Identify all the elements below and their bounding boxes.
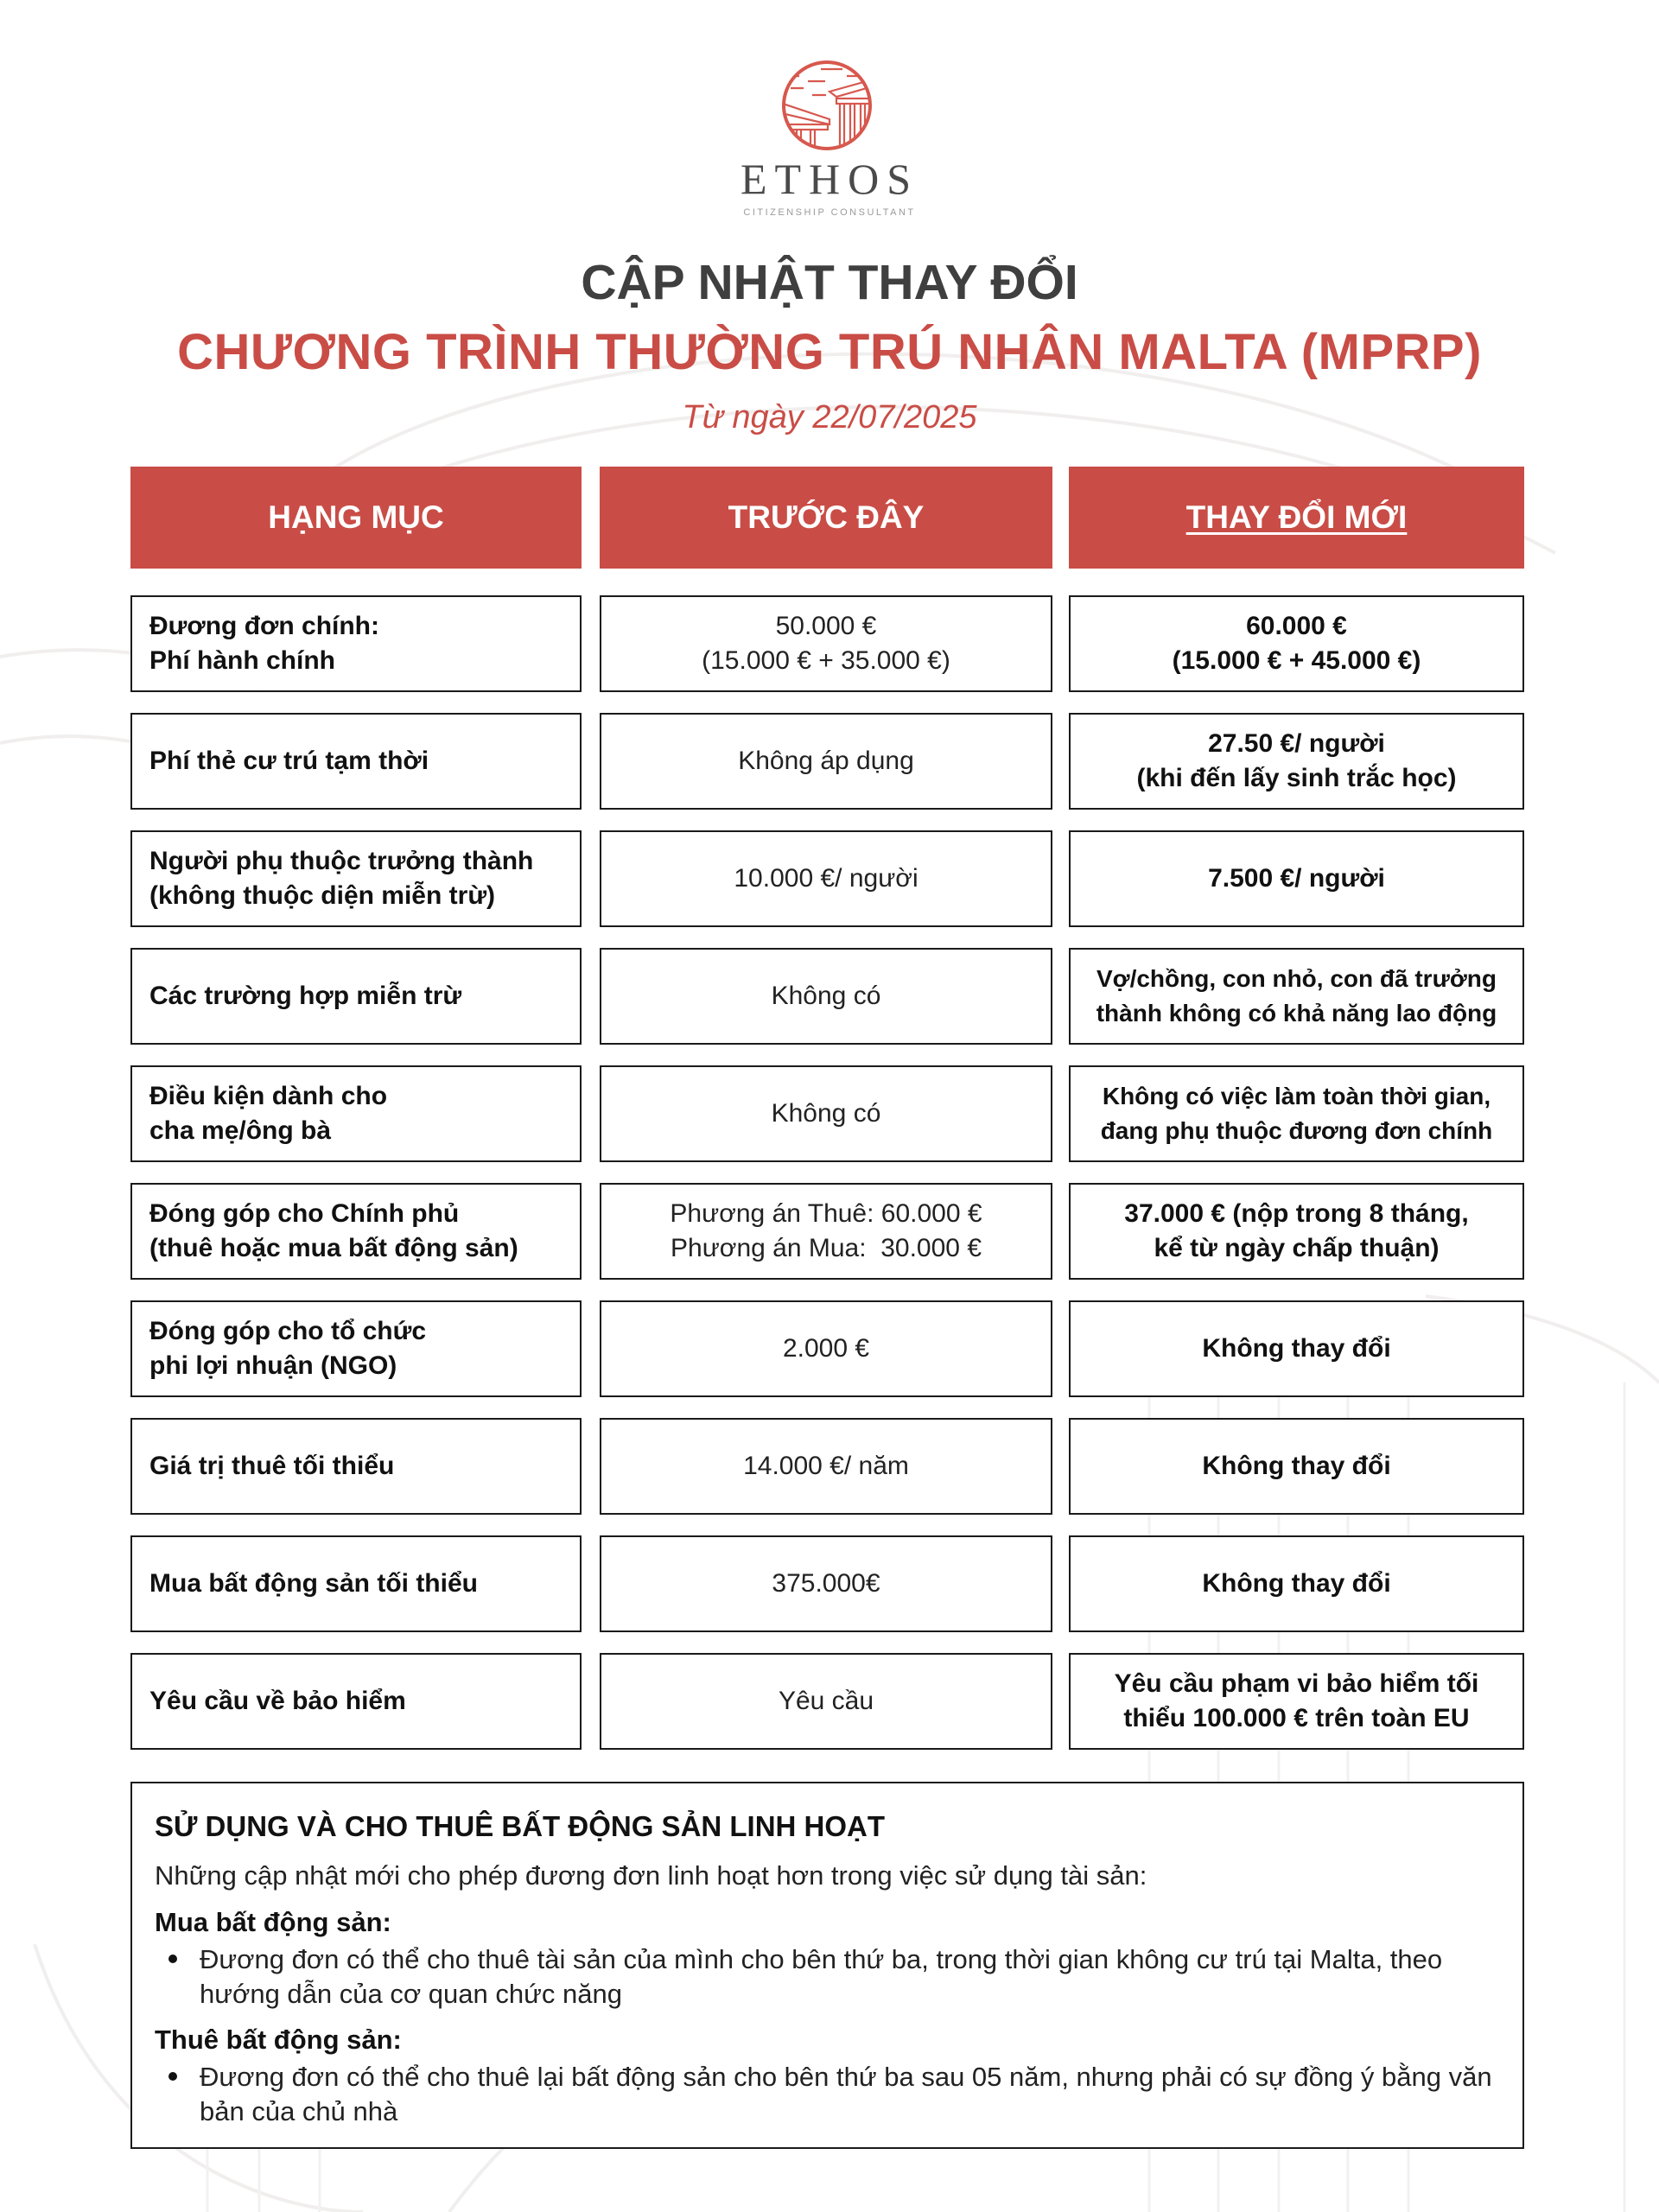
after-cell bbox=[1069, 830, 1524, 927]
category-text: Điều kiện dành cho cha mẹ/ông bà bbox=[149, 1082, 388, 1145]
before-text: Phương án Thuê: 60.000 € Phương án Mua: 30.000 € bbox=[670, 1199, 982, 1262]
category-cell bbox=[130, 830, 582, 927]
column-header-new bbox=[1069, 467, 1524, 569]
category-cell bbox=[130, 1535, 582, 1632]
category-cell bbox=[130, 713, 582, 810]
category-cell bbox=[130, 948, 582, 1045]
column-header-before bbox=[600, 467, 1052, 569]
category-text: Yêu cầu về bảo hiểm bbox=[149, 1687, 406, 1715]
flexible-property-note bbox=[130, 1782, 1524, 2149]
note-intro: Những cập nhật mới cho phép đương đơn linh hoạt hơn trong việc sử dụng tài sản: bbox=[155, 1860, 1147, 1891]
before-text: Không có bbox=[771, 1099, 881, 1128]
note-section-heading: Thuê bất động sản: bbox=[155, 2024, 402, 2055]
category-text: Mua bất động sản tối thiểu bbox=[149, 1569, 478, 1598]
before-cell bbox=[600, 713, 1052, 810]
brand-name: ETHOS bbox=[740, 155, 919, 203]
before-cell bbox=[600, 1065, 1052, 1162]
note-bullet-text: Đương đơn có thể cho thuê tài sản của mình cho bên thứ ba, trong thời gian không cư trú tại Malta, theo hướng dẫn của cơ quan chức năng bbox=[200, 1944, 1443, 2009]
after-text: Không thay đổi bbox=[1202, 1452, 1391, 1480]
note-section-heading: Mua bất động sản: bbox=[155, 1907, 391, 1937]
before-text: 375.000€ bbox=[772, 1569, 880, 1598]
note-bullet bbox=[200, 1942, 1500, 2012]
category-cell bbox=[130, 1300, 582, 1397]
before-cell bbox=[600, 595, 1052, 692]
after-cell bbox=[1069, 1065, 1524, 1162]
after-cell bbox=[1069, 1535, 1524, 1632]
bullet-icon bbox=[168, 1955, 177, 1963]
category-text: Đóng góp cho tổ chức phi lợi nhuận (NGO) bbox=[149, 1317, 427, 1380]
before-text: 2.000 € bbox=[782, 1334, 870, 1363]
before-cell bbox=[600, 1300, 1052, 1397]
note-bullet-text: Đương đơn có thể cho thuê lại bất động sản cho bên thứ ba sau 05 năm, nhưng phải có sự đồng ý bằng văn bản của chủ nhà bbox=[200, 2062, 1492, 2126]
before-text: Không áp dụng bbox=[738, 747, 914, 775]
after-text: Vợ/chồng, con nhỏ, con đã trưởng thành không có khả năng lao động bbox=[1096, 965, 1497, 1027]
after-text: 60.000 € (15.000 € + 45.000 €) bbox=[1172, 612, 1421, 675]
page-title: CẬP NHẬT THAY ĐỔI bbox=[581, 255, 1078, 310]
category-cell bbox=[130, 1653, 582, 1750]
note-title: SỬ DỤNG VÀ CHO THUÊ BẤT ĐỘNG SẢN LINH HOẠT bbox=[155, 1810, 886, 1842]
category-cell bbox=[130, 1418, 582, 1515]
before-text: Không có bbox=[771, 982, 881, 1010]
before-text: 10.000 €/ người bbox=[734, 864, 918, 893]
column-header-category bbox=[130, 467, 582, 569]
after-text: Yêu cầu phạm vi bảo hiểm tối thiểu 100.000 € trên toàn EU bbox=[1114, 1669, 1479, 1732]
note-bullet bbox=[200, 2060, 1500, 2129]
after-cell bbox=[1069, 1653, 1524, 1750]
before-cell bbox=[600, 1418, 1052, 1515]
before-text: 14.000 €/ năm bbox=[743, 1452, 909, 1480]
after-cell bbox=[1069, 948, 1524, 1045]
column-header-label: TRƯỚC ĐÂY bbox=[728, 499, 925, 535]
after-text: 27.50 €/ người (khi đến lấy sinh trắc học) bbox=[1136, 729, 1457, 792]
category-text: Đóng góp cho Chính phủ (thuê hoặc mua bất động sản) bbox=[149, 1199, 518, 1262]
category-cell bbox=[130, 595, 582, 692]
before-cell bbox=[600, 948, 1052, 1045]
after-cell bbox=[1069, 1300, 1524, 1397]
column-header-label: THAY ĐỔI MỚI bbox=[1185, 499, 1408, 535]
category-cell bbox=[130, 1183, 582, 1280]
note-bullet-list bbox=[155, 1942, 1500, 2012]
category-text: Đương đơn chính: Phí hành chính bbox=[149, 612, 380, 675]
category-text: Phí thẻ cư trú tạm thời bbox=[149, 747, 429, 775]
brand-tagline: CITIZENSHIP CONSULTANT bbox=[743, 207, 916, 218]
before-cell bbox=[600, 1535, 1052, 1632]
category-text: Người phụ thuộc trưởng thành (không thuộc diện miễn trừ) bbox=[149, 847, 534, 910]
after-cell bbox=[1069, 713, 1524, 810]
before-text: 50.000 € (15.000 € + 35.000 €) bbox=[702, 612, 950, 675]
before-text: Yêu cầu bbox=[778, 1687, 874, 1715]
category-text: Giá trị thuê tối thiểu bbox=[149, 1452, 395, 1480]
category-cell bbox=[130, 1065, 582, 1162]
category-text: Các trường hợp miễn trừ bbox=[149, 982, 462, 1010]
before-cell bbox=[600, 830, 1052, 927]
column-header-label: HẠNG MỤC bbox=[268, 499, 444, 535]
after-text: 37.000 € (nộp trong 8 tháng, kể từ ngày chấp thuận) bbox=[1124, 1199, 1469, 1262]
bullet-icon bbox=[168, 2072, 177, 2081]
after-text: 7.500 €/ người bbox=[1208, 864, 1385, 893]
before-cell bbox=[600, 1653, 1052, 1750]
after-cell bbox=[1069, 595, 1524, 692]
after-text: Không thay đổi bbox=[1202, 1334, 1391, 1363]
before-cell bbox=[600, 1183, 1052, 1280]
after-cell bbox=[1069, 1183, 1524, 1280]
after-text: Không thay đổi bbox=[1202, 1569, 1391, 1598]
note-bullet-list bbox=[155, 2060, 1500, 2129]
after-text: Không có việc làm toàn thời gian, đang phụ thuộc đương đơn chính bbox=[1100, 1083, 1493, 1144]
after-cell bbox=[1069, 1418, 1524, 1515]
effective-date: Từ ngày 22/07/2025 bbox=[682, 399, 977, 435]
page-subtitle: CHƯƠNG TRÌNH THƯỜNG TRÚ NHÂN MALTA (MPRP) bbox=[177, 324, 1482, 380]
